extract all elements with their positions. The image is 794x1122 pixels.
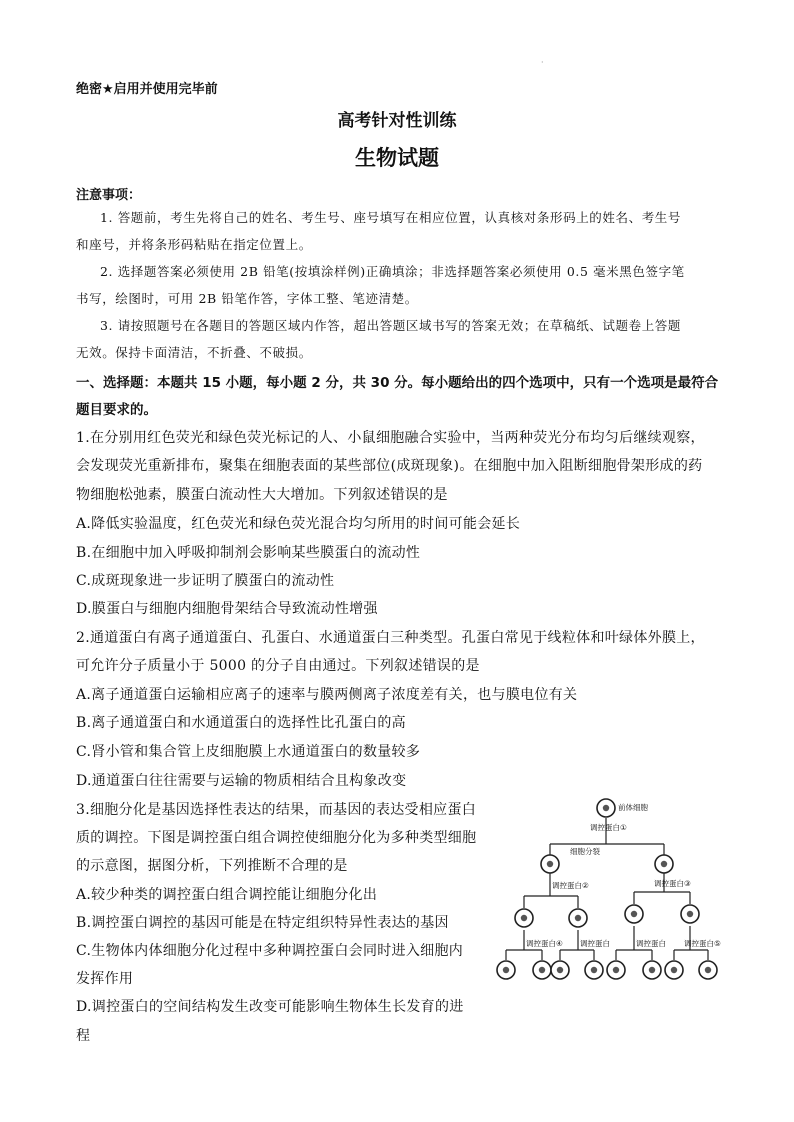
label-precursor-cell: 前体细胞: [618, 803, 648, 812]
exam-subject: 生物试题: [355, 146, 439, 170]
section-heading: 一、选择题：本题共 15 小题，每小题 2 分，共 30 分。每小题给出的四个选项中，只有一个选项是最符合题目要求的。: [76, 375, 719, 418]
label-regulator-right: 调控蛋白⑤: [684, 939, 721, 948]
note-line: 3. 请按照题号在各题目的答题区域内作答，超出答题区域书写的答案无效；在草稿纸、试题卷上答题: [100, 318, 682, 333]
label-regulator-left: 调控蛋白④: [526, 939, 563, 948]
question-2-option-d: D.通道蛋白往往需要与运输的物质相结合且构象改变: [76, 773, 407, 789]
cell-differentiation-diagram: [494, 796, 726, 996]
note-line: 无效。保持卡面清洁，不折叠、不破损。: [76, 345, 312, 360]
question-3-stem: 3.细胞分化是基因选择性表达的结果，而基因的表达受相应蛋白: [76, 802, 477, 818]
question-1-option-a: A.降低实验温度，红色荧光和绿色荧光混合均匀所用的时间可能会延长: [76, 516, 521, 532]
question-3-option-d-cont: 程: [76, 1028, 91, 1044]
question-3-option-d: D.调控蛋白的空间结构发生改变可能影响生物体生长发育的进: [76, 999, 464, 1015]
label-regulator-2: 调控蛋白②: [552, 881, 589, 890]
label-regulator-mid2: 调控蛋白: [636, 939, 666, 948]
confidential-label: 绝密★启用并使用完毕前: [76, 82, 218, 97]
question-2-stem: 2.通道蛋白有离子通道蛋白、孔蛋白、水通道蛋白三种类型。孔蛋白常见于线粒体和叶绿体外膜上，: [76, 630, 705, 646]
label-regulator-3: 调控蛋白③: [654, 879, 691, 888]
note-line: 2. 选择题答案必须使用 2B 铅笔(按填涂样例)正确填涂；非选择题答案必须使用 0.5 毫米黑色签字笔: [100, 264, 685, 279]
notes-heading: 注意事项：: [76, 188, 142, 203]
note-line: 和座号，并将条形码粘贴在指定位置上。: [76, 237, 312, 252]
question-3-stem: 质的调控。下图是调控蛋白组合调控使细胞分化为多种类型细胞: [76, 830, 477, 846]
question-3-option-c: C.生物体内体细胞分化过程中多种调控蛋白会同时进入细胞内: [76, 943, 464, 959]
question-1-stem: 1.在分别用红色荧光和绿色荧光标记的人、小鼠细胞融合实验中，当两种荧光分布均匀后继续观察，: [76, 430, 705, 446]
label-cell-division: 细胞分裂: [570, 847, 600, 856]
scan-dot: ·: [541, 58, 544, 67]
question-2-option-a: A.离子通道蛋白运输相应离子的速率与膜两侧离子浓度差有关，也与膜电位有关: [76, 687, 578, 703]
exam-title: 高考针对性训练: [337, 111, 457, 131]
question-3-option-a: A.较少种类的调控蛋白组合调控能让细胞分化出: [76, 887, 378, 903]
question-3-option-b: B.调控蛋白调控的基因可能是在特定组织特异性表达的基因: [76, 915, 449, 931]
question-1-stem: 会发现荧光重新排布，聚集在细胞表面的某些部位(成斑现象)。在细胞中加入阻断细胞骨架形成的药: [76, 458, 703, 474]
label-regulator-1: 调控蛋白①: [590, 823, 627, 832]
question-1-option-d: D.膜蛋白与细胞内细胞骨架结合导致流动性增强: [76, 601, 378, 617]
question-3-option-c-cont: 发挥作用: [76, 971, 134, 987]
note-line: 1. 答题前，考生先将自己的姓名、考生号、座号填写在相应位置，认真核对条形码上的姓名、考生号: [100, 210, 682, 225]
question-2-option-c: C.肾小管和集合管上皮细胞膜上水通道蛋白的数量较多: [76, 744, 421, 760]
question-3-stem: 的示意图，据图分析，下列推断不合理的是: [76, 858, 348, 874]
question-1-stem: 物细胞松弛素，膜蛋白流动性大大增加。下列叙述错误的是: [76, 487, 448, 503]
question-1-option-b: B.在细胞中加入呼吸抑制剂会影响某些膜蛋白的流动性: [76, 545, 421, 561]
question-2-stem: 可允许分子质量小于 5000 的分子自由通过。下列叙述错误的是: [76, 658, 480, 674]
label-regulator-mid: 调控蛋白: [580, 939, 610, 948]
question-2-option-b: B.离子通道蛋白和水通道蛋白的选择性比孔蛋白的高: [76, 715, 406, 731]
note-line: 书写，绘图时，可用 2B 铅笔作答，字体工整、笔迹清楚。: [76, 291, 418, 306]
question-1-option-c: C.成斑现象进一步证明了膜蛋白的流动性: [76, 573, 335, 589]
